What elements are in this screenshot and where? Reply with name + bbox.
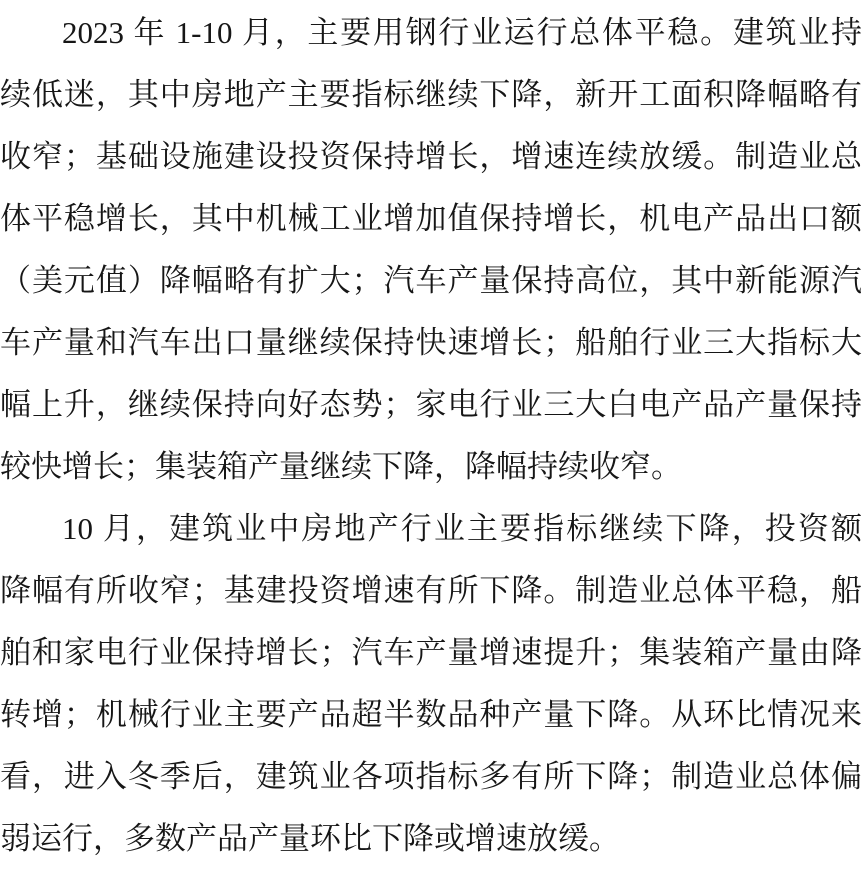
text-line: 幅上升，继续保持向好态势；家电行业三大白电产品产量保持 [0,387,862,422]
text-line: 较快增长；集装箱产量继续下降，降幅持续收窄。 [0,449,682,484]
text-line: 转增；机械行业主要产品超半数品种产量下降。从环比情况来 [0,697,862,732]
text-line: 2023 年 1-10 月，主要用钢行业运行总体平稳。建筑业持 [62,15,862,50]
text-line: 车产量和汽车出口量继续保持快速增长；船舶行业三大指标大 [0,325,862,360]
text-line: 弱运行，多数产品产量环比下降或增速放缓。 [0,821,620,856]
paragraph-overview [0,2,862,498]
text-line: 10 月，建筑业中房地产行业主要指标继续下降，投资额 [62,511,862,546]
text-line: 降幅有所收窄；基建投资增速有所下降。制造业总体平稳，船 [0,573,862,608]
text-line: 体平稳增长，其中机械工业增加值保持增长，机电产品出口额 [0,201,862,236]
text-line: 舶和家电行业保持增长；汽车产量增速提升；集装箱产量由降 [0,635,862,670]
text-line: 看，进入冬季后，建筑业各项指标多有所下降；制造业总体偏 [0,759,862,794]
text-line: 收窄；基础设施建设投资保持增长，增速连续放缓。制造业总 [0,139,862,174]
text-line: 续低迷，其中房地产主要指标继续下降，新开工面积降幅略有 [0,77,862,112]
paragraph-october [0,498,862,870]
text-line: （美元值）降幅略有扩大；汽车产量保持高位，其中新能源汽 [0,263,862,298]
